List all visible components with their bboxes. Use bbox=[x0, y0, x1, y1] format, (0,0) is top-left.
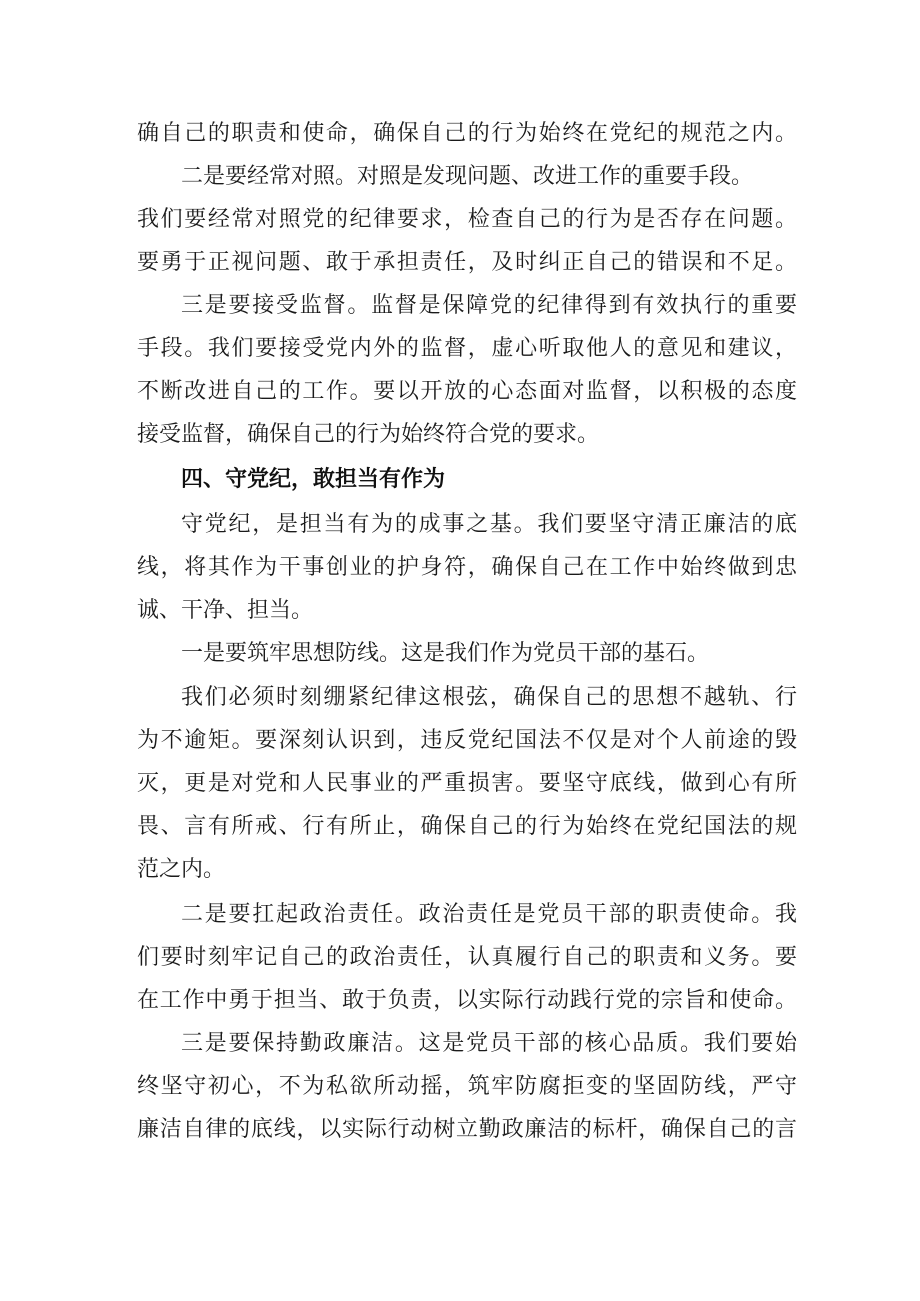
body-text-line: 要勇于正视问题、敢于承担责任，及时纠正自己的错误和不足。 bbox=[137, 250, 797, 275]
body-text-line: 为不逾矩。要深刻认识到，违反党纪国法不仅是对个人前途的毁 bbox=[137, 728, 797, 753]
body-text-line: 们要时刻牢记自己的政治责任，认真履行自己的职责和义务。要 bbox=[137, 945, 797, 970]
body-text-line: 畏、言有所戒、行有所止，确保自己的行为始终在党纪国法的规 bbox=[137, 814, 797, 839]
body-text-line: 不断改进自己的工作。要以开放的心态面对监督，以积极的态度 bbox=[137, 379, 797, 404]
body-text-line: 诚、干净、担当。 bbox=[137, 598, 314, 623]
body-text-line: 二是要扛起政治责任。政治责任是党员干部的职责使命。我 bbox=[181, 902, 797, 927]
section-heading: 四、守党纪，敢担当有作为 bbox=[181, 467, 446, 492]
body-text-line: 线，将其作为干事创业的护身符，确保自己在工作中始终做到忠 bbox=[137, 555, 797, 580]
body-text-line: 守党纪，是担当有为的成事之基。我们要坚守清正廉洁的底 bbox=[181, 512, 797, 537]
body-text-line: 在工作中勇于担当、敢于负责，以实际行动践行党的宗旨和使命。 bbox=[137, 988, 797, 1013]
body-text-line: 廉洁自律的底线，以实际行动树立勤政廉洁的标杆，确保自己的言 bbox=[137, 1117, 797, 1142]
body-text-line: 我们必须时刻绷紧纪律这根弦，确保自己的思想不越轨、行 bbox=[181, 685, 797, 710]
body-text-line: 确自己的职责和使命，确保自己的行为始终在党纪的规范之内。 bbox=[137, 121, 797, 146]
body-text-line: 灭，更是对党和人民事业的严重损害。要坚守底线，做到心有所 bbox=[137, 771, 797, 796]
body-text-line: 一是要筑牢思想防线。这是我们作为党员干部的基石。 bbox=[181, 641, 710, 666]
body-text-line: 接受监督，确保自己的行为始终符合党的要求。 bbox=[137, 422, 600, 447]
body-text-line: 三是要保持勤政廉洁。这是党员干部的核心品质。我们要始 bbox=[181, 1031, 797, 1056]
body-text-line: 三是要接受监督。监督是保障党的纪律得到有效执行的重要 bbox=[181, 293, 797, 318]
body-text-line: 终坚守初心，不为私欲所动摇，筑牢防腐拒变的坚固防线，严守 bbox=[137, 1074, 797, 1099]
body-text-line: 二是要经常对照。对照是发现问题、改进工作的重要手段。 bbox=[181, 164, 754, 189]
body-text-line: 手段。我们要接受党内外的监督，虚心听取他人的意见和建议， bbox=[137, 336, 797, 361]
body-text-line: 范之内。 bbox=[137, 857, 226, 882]
body-text-line: 我们要经常对照党的纪律要求，检查自己的行为是否存在问题。 bbox=[137, 207, 797, 232]
